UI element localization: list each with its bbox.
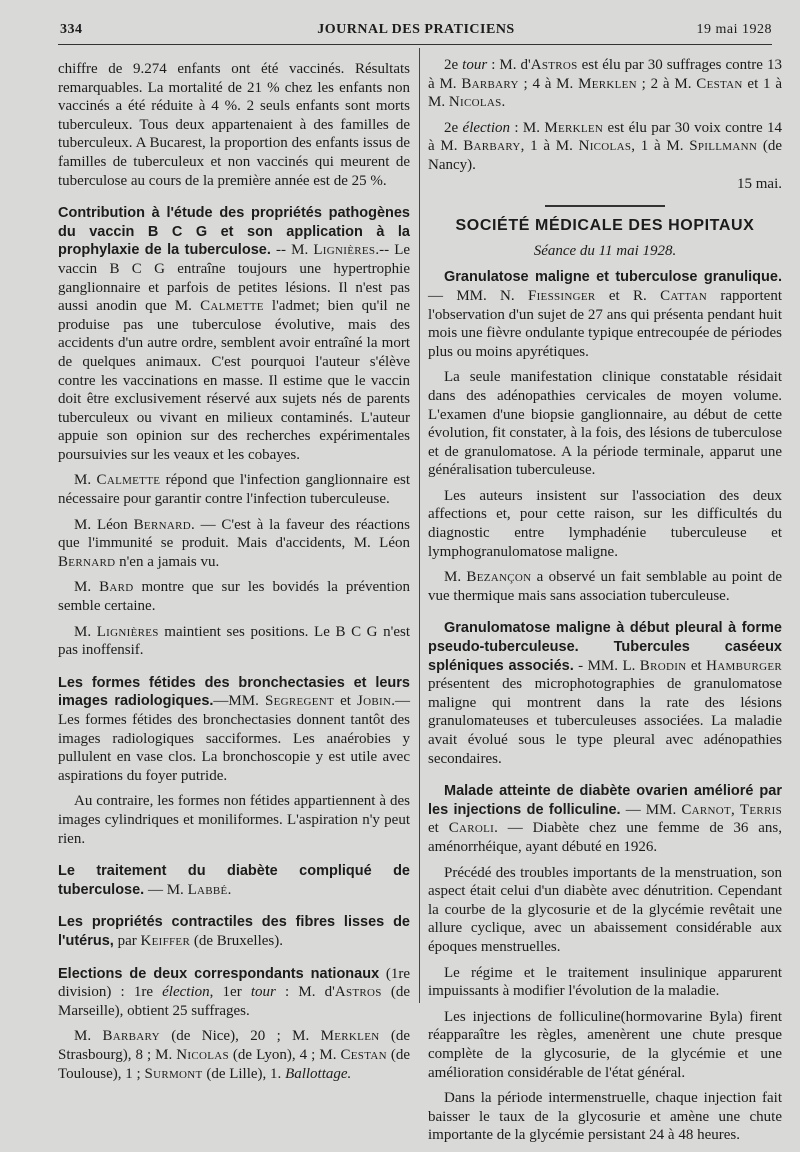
article-title: Contribution à l'étude des propriétés pathogènes du vaccin B C G et son application à la prophylaxie de la tuberculose. [58, 205, 410, 259]
paragraph-menstruation: Précédé des troubles importants de la menstruation, son aspect était celui d'un diabète avec dénutrition. Cependant la courbe de la glycosurie et de la glycémie revêtait une allure cyclique, avec un abaissement considérable aux époques menstruelles. [428, 864, 782, 955]
author-name: Cattan [660, 287, 708, 304]
author-name: Calmette [96, 472, 161, 489]
author-name: Nicolas [176, 1046, 229, 1063]
author-name: Bernard [58, 553, 116, 570]
session-date: Séance du 11 mai 1928. [533, 242, 677, 259]
section-separator [545, 205, 665, 207]
author-name: Cestan [696, 75, 743, 92]
article-title: Les propriétés contractiles des fibres lisses de l'utérus, [58, 914, 410, 949]
author-name: Bernard [133, 516, 191, 533]
dateline: 15 mai. [737, 175, 782, 192]
left-column [58, 60, 410, 1090]
paragraph-bard: M. Bard montre que sur les bovidés la prévention semble certaine. [58, 579, 411, 615]
paragraph-lignieres: M. Lignières maintient ses positions. Le B C G n'est pas inoffensif. [58, 623, 410, 659]
author-name: Lignières [313, 242, 376, 259]
article-elections: Elections de deux correspondants nationaux (1re division) : 1re élection, 1er tour : M. d'Astros (de Marseille), obtient 25 suffrages. [58, 965, 411, 1019]
article-title: Malade atteinte de diabète ovarien amélioré par les injections de folliculine. [428, 783, 782, 818]
author-name: Barbary [461, 75, 519, 92]
article-bcg-pathogenic: Contribution à l'étude des propriétés pathogènes du vaccin B C G et son application à la prophylaxie de la tuberculose. -- M. Lignières.-- Le vaccin B C G entraîne toujours une hypertrophie ganglionnaire et parfois de petites lésions. Il n'est pas aussi anodin que M. Calmette l'admet; bien qu'il ne produise pas une tuberculose évolutive, mais des accidents d'un autre ordre, semblent avoir entraîné la mort de quelques animaux. C'est pourquoi l'auteur s'élève contre les vaccinations en masse. Il estime que le vaccin doit être exclusivement réservé aux sujets nés de parents tuberculeux ou vivant en milieux contaminés. L'auteur appuie son opinion sur des recherches expérimentales poursuivies sur les veaux et les cobayes. [58, 205, 411, 463]
author-name: Cestan [340, 1046, 387, 1063]
paragraph-votes: M. Barbary (de Nice), 20 ; M. Merklen (de Strasbourg), 8 ; M. Nicolas (de Lyon), 4 ; M. Cestan (de Toulouse), 1 ; Surmont (de Lille), 1. Ballottage. [58, 1028, 411, 1082]
author-name: Spillmann [689, 138, 758, 155]
author-name: Merklen [320, 1028, 380, 1045]
author-name: Calmette [200, 298, 264, 315]
author-name: Caroli [448, 820, 495, 837]
paragraph-bezancon: M. Bezançon a observé un fait semblable au point de vue thermique mais sans association tuberculeuse. [428, 569, 782, 604]
author-name: Labbé [187, 881, 228, 898]
paragraph-calmette: M. Calmette répond que l'infection ganglionnaire est nécessaire pour garantir contre l'infection tuberculeuse. [58, 472, 410, 508]
journal-title: JOURNAL DES PRATICIENS [317, 22, 515, 37]
right-column [428, 56, 782, 1152]
paragraph-second-election: 2e élection : M. Merklen est élu par 30 voix contre 14 à M. Barbary, 1 à M. Nicolas, 1 à M. Spillmann (de Nancy). [428, 119, 783, 173]
author-name: Surmont [144, 1065, 203, 1082]
article-granulomatose-pleural: Granulomatose maligne à début pleural à forme pseudo-tuberculeuse. Tubercules caséeux spléniques associés. - MM. L. Brodin et Hamburger présentent des microphotographies de granulomatose maligne qui montrent dans la rate des lésions granulomateuses et tuberculeuses associées. La maladie avait évolué sous le type pleural avec adénopathies secondaires. [428, 620, 782, 767]
author-name: Jobin [357, 693, 392, 710]
author-name: Astros [334, 984, 382, 1001]
article-title: Les formes fétides des bronchectasies et leurs images radiologiques. [58, 674, 410, 710]
paragraph-folliculine: Les injections de folliculine(hormovarine Byla) firent réapparaître les règles, amenèrent une chute presque complète de la glycosurie, de la glycémie et une amélioration considérable de l'état général. [428, 1008, 782, 1081]
author-name: Keiffer [140, 932, 191, 949]
author-name: Nicolas [578, 138, 632, 155]
paragraph-insulin: Le régime et le traitement insulinique apparurent impuissants à modifier l'évolution de la maladie. [428, 964, 782, 1000]
paragraph-non-fetid-forms: Au contraire, les formes non fétides appartiennent à des images cylindriques et moniliformes. L'aspiration n'y peut rien. [58, 793, 410, 847]
paragraph-bernard: M. Léon Bernard. — C'est à la faveur des réactions que l'immunité se produit. Mais d'accidents, M. Léon Bernard n'en a jamais vu. [58, 516, 410, 570]
author-name: Nicolas [448, 94, 502, 111]
column-divider [419, 48, 420, 1003]
paragraph-vaccination-results: chiffre de 9.274 enfants ont été vaccinés. Résultats remarquables. La mortalité de 21 % chez les enfants non vaccinés a été réduite à 4 %. 2 seuls enfants sont morts tuberculeux. Tous deux appartenaient à des familles de tuberculeux. A Bucarest, la proportion des enfants issus de familles de tuberculeux et non vaccinés qui meurent de tuberculose au cours de la première année est de 25 %. [58, 61, 410, 189]
author-name: Carnot [681, 801, 732, 818]
author-name: Segregent [264, 693, 335, 710]
author-name: Lignières [96, 623, 159, 640]
page-number: 334 [60, 22, 83, 37]
author-name: Brodin [639, 657, 687, 674]
article-bronchectasies: Les formes fétides des bronchectasies et leurs images radiologiques.—MM. Segregent et Jobin.— Les formes fétides des bronchectasies donnent tantôt des images radiologiques sacciformes. Les anaérobies y pullulent en vase clos. La bronchoscopie y est utile avec aspirations du foyer putride. [58, 674, 410, 784]
author-name: Barbary [463, 138, 521, 155]
paragraph-intermenstrual: Dans la période intermenstruelle, chaque injection fait baisser le taux de la glycosurie et amène une chute importante de la glycémie persistant 24 à 48 heures. [428, 1090, 782, 1144]
article-title: Granulatose maligne et tuberculose granulique. [444, 269, 782, 286]
article-title: Elections de deux correspondants nationaux [58, 965, 380, 982]
article-title: Le traitement du diabète compliqué de tuberculose. [58, 863, 410, 898]
society-title: SOCIÉTÉ MÉDICALE DES HOPITAUX [455, 217, 755, 235]
author-name: Bezançon [466, 569, 532, 586]
article-granulatose: Granulatose maligne et tuberculose granulique. — MM. N. Fiessinger et R. Cattan rapportent l'observation d'un sujet de 27 ans qui présenta pendant huit mois une fièvre ondulante typique entrecoupée de périodes plus ou moins apyrétiques. [428, 269, 782, 360]
paragraph-clinical-manifestation: La seule manifestation clinique constatable résidait dans des adénopathies cervicales de moyen volume. L'examen d'une biopsie ganglionnaire, au début de cette évolution, fit constater, à la fois, des lésions de tuberculose et de granulomatose. A la période terminale, apparut une généralisation tuberculeuse. [428, 369, 782, 479]
issue-date: 19 mai 1928 [696, 22, 772, 37]
author-name: Fiessinger [527, 287, 596, 304]
header-rule [58, 44, 772, 45]
page-header [60, 18, 772, 42]
paragraph-second-round: 2e tour : M. d'Astros est élu par 30 suffrages contre 13 à M. Barbary ; 4 à M. Merklen ; 2 à M. Cestan et 1 à M. Nicolas. [428, 57, 782, 111]
author-name: Barbary [102, 1028, 160, 1045]
author-name: Astros [530, 57, 578, 73]
author-name: Merklen [544, 119, 604, 136]
article-ovarian-diabetes: Malade atteinte de diabète ovarien amélioré par les injections de folliculine. — MM. Carnot, Terris et Caroli. — Diabète chez une femme de 36 ans, aménorrhéique, ayant débuté en 1926. [428, 783, 783, 855]
article-title: Granulomatose maligne à début pleural à forme pseudo-tuberculeuse. Tubercules caséeux spléniques associés. [428, 620, 782, 674]
author-name: Merklen [578, 75, 637, 92]
author-name: Hamburger [706, 657, 782, 674]
article-diabetes-tuberculosis: Le traitement du diabète compliqué de tuberculose. — M. Labbé. [58, 863, 410, 898]
author-name: Terris [739, 801, 783, 818]
article-uterine-fibers: Les propriétés contractiles des fibres lisses de l'utérus, par Keiffer (de Bruxelles). [58, 914, 410, 949]
paragraph-authors-insist: Les auteurs insistent sur l'association des deux affections et, pour cette raison, sur les difficultés du diagnostic entre lymphadénie tuberculeuse et lymphogranulomatose maligne. [428, 487, 782, 560]
author-name: Bard [99, 579, 134, 596]
